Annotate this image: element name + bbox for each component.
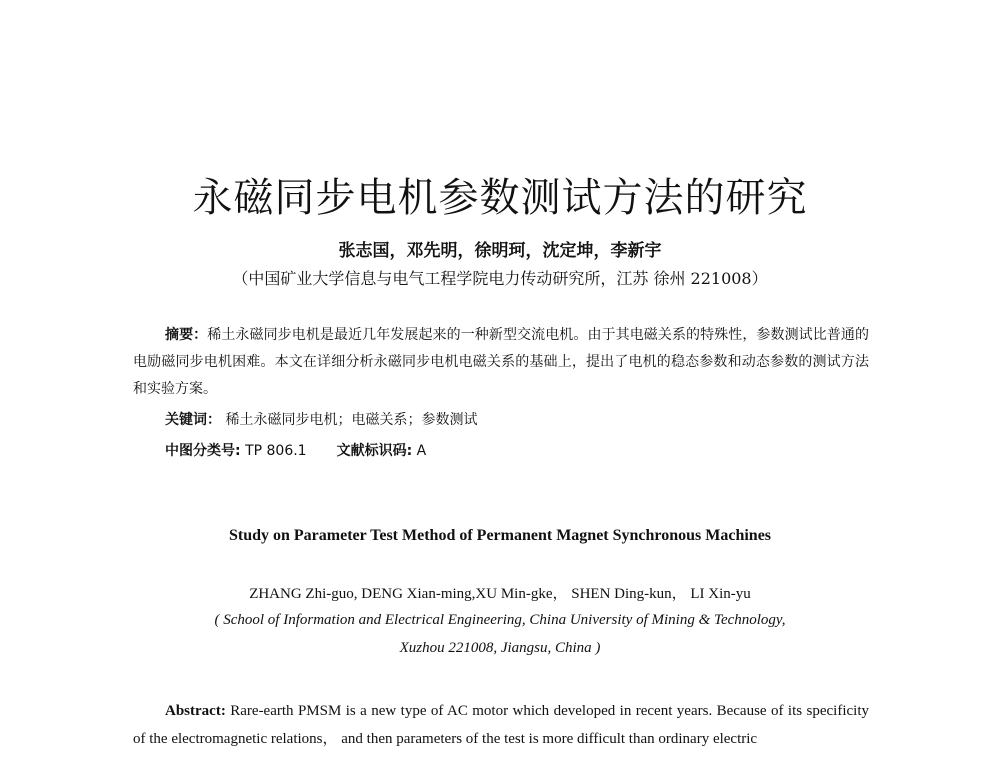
english-abstract-label: Abstract: [165,703,226,719]
english-authors: ZHANG Zhi-guo, DENG Xian-ming,XU Min-gke， SHEN Ding-kun， LI Xin-yu [249,586,751,602]
chinese-keywords-label: 关键词： [165,412,221,428]
english-abstract-text: Rare-earth PMSM is a new type of AC motor which developed in recent years. Because of its specificity of the electromagnetic relations， and then parameters of the test is more difficult than ordinary electric [133,703,869,747]
chinese-abstract-text: 稀土永磁同步电机是最近几年发展起来的一种新型交流电机。由于其电磁关系的特殊性，参数测试比普通的电励磁同步电机困难。本文在详细分析永磁同步电机电磁关系的基础上，提出了电机的稳态参数和动态参数的测试方法和实验方案。 [133,327,870,397]
classification-label: 中图分类号: [165,443,241,459]
doccode-label: 文献标识码: [336,443,413,459]
doccode-value: A [416,443,427,459]
chinese-keywords-text: 稀土永磁同步电机；电磁关系；参数测试 [225,412,478,428]
chinese-affiliation: （中国矿业大学信息与电气工程学院电力传动研究所，江苏 徐州 221008） [232,269,768,288]
chinese-abstract-label: 摘要： [165,327,208,343]
english-affiliation-line1: ( School of Information and Electrical Engineering, China University of Mining & Technology, [214,612,786,628]
chinese-classification [165,440,426,460]
chinese-authors: 张志国，邓先明，徐明珂，沈定坤，李新宇 [338,241,662,261]
classification-value: TP 806.1 [245,443,307,459]
english-title: Study on Parameter Test Method of Permanent Magnet Synchronous Machines [228,527,772,544]
english-abstract [133,697,869,753]
chinese-title: 永磁同步电机参数测试方法的研究 [192,175,808,221]
english-affiliation-line2: Xuzhou 221008, Jiangsu, China ) [399,640,601,656]
chinese-keywords [165,409,477,429]
chinese-abstract [133,322,869,403]
